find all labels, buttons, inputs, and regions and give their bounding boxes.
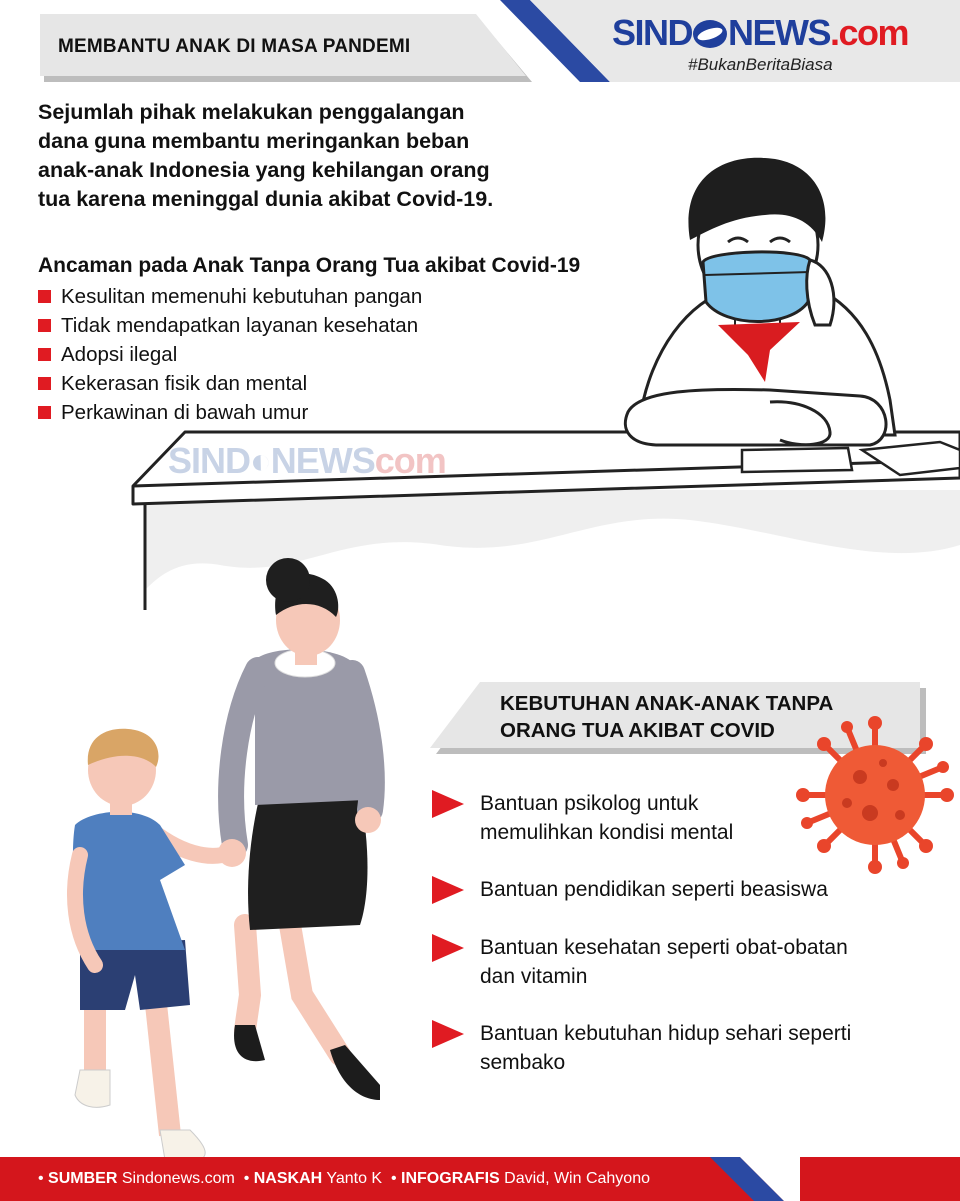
bullet-square-icon <box>38 290 51 303</box>
need-item-line: Bantuan kebutuhan hidup sehari seperti <box>480 1022 852 1045</box>
brand-logo-text-rest: NEWS <box>728 12 831 53</box>
footer-credits: • SUMBER Sindonews.com • NASKAH Yanto K • INFOGRAFIS David, Win Cahyono <box>38 1170 650 1187</box>
intro-line: Sejumlah pihak melakukan penggalangan <box>38 100 465 124</box>
watermark-globe-icon: ◐ <box>250 440 271 481</box>
need-item-line: Bantuan pendidikan seperti beasiswa <box>480 878 828 901</box>
need-item-line: dan vitamin <box>480 965 588 988</box>
red-arrow-icon <box>432 1020 464 1048</box>
footer-source-label: SUMBER <box>48 1170 118 1187</box>
watermark-suffix: com <box>374 440 446 481</box>
page-title: MEMBANTU ANAK DI MASA PANDEMI <box>58 36 411 57</box>
need-item-line: Bantuan psikolog untuk <box>480 792 699 815</box>
brand-logo <box>612 12 908 54</box>
intro-line: anak-anak Indonesia yang kehilangan orang <box>38 158 490 182</box>
brand-globe-icon <box>693 20 727 48</box>
footer-stripe <box>700 1157 800 1201</box>
brand-logo-text-main: SIND <box>612 12 693 53</box>
threat-item-label: Adopsi ilegal <box>61 342 178 366</box>
threat-item <box>38 311 422 340</box>
need-item-line: sembako <box>480 1051 566 1074</box>
needs-title-line: KEBUTUHAN ANAK-ANAK TANPA <box>500 692 834 715</box>
bullet-square-icon <box>38 406 51 419</box>
watermark-text-rest: NEWS <box>270 440 375 481</box>
brand-tagline: #BukanBeritaBiasa <box>688 55 833 74</box>
need-item-line: memulihkan kondisi mental <box>480 821 734 844</box>
red-arrow-icon <box>432 876 464 904</box>
need-item <box>480 933 920 991</box>
need-item <box>480 789 920 847</box>
intro-paragraph <box>38 98 598 214</box>
mother-and-child-illustration <box>40 555 420 1175</box>
bullet-square-icon <box>38 377 51 390</box>
red-arrow-icon <box>432 790 464 818</box>
threats-list <box>38 282 422 427</box>
brand-logo-suffix: .com <box>830 12 909 53</box>
threat-item-label: Kesulitan memenuhi kebutuhan pangan <box>61 284 423 308</box>
needs-title-line: ORANG TUA AKIBAT COVID <box>500 719 775 742</box>
intro-line: tua karena meninggal dunia akibat Covid-19. <box>38 187 494 211</box>
footer-script-label: NASKAH <box>253 1170 323 1187</box>
watermark-text-main: SIND <box>168 440 251 481</box>
bullet-square-icon <box>38 319 51 332</box>
threat-item <box>38 282 422 311</box>
footer-graphics-value: David, Win Cahyono <box>504 1170 650 1187</box>
threat-item <box>38 398 422 427</box>
bullet-square-icon <box>38 348 51 361</box>
threat-item-label: Tidak mendapatkan layanan kesehatan <box>61 313 419 337</box>
watermark-logo <box>168 440 446 482</box>
need-item-line: Bantuan kesehatan seperti obat-obatan <box>480 936 848 959</box>
footer-source-value: Sindonews.com <box>121 1170 235 1187</box>
intro-line: dana guna membantu meringankan beban <box>38 129 470 153</box>
red-arrow-icon <box>432 934 464 962</box>
need-item <box>480 875 920 904</box>
threat-item-label: Perkawinan di bawah umur <box>61 400 309 424</box>
need-item <box>480 1019 920 1077</box>
threat-item <box>38 369 422 398</box>
threats-heading: Ancaman pada Anak Tanpa Orang Tua akibat Covid-19 <box>38 254 581 277</box>
footer-graphics-label: INFOGRAFIS <box>401 1170 500 1187</box>
threat-item-label: Kekerasan fisik dan mental <box>61 371 308 395</box>
footer-script-value: Yanto K <box>326 1170 383 1187</box>
threat-item <box>38 340 422 369</box>
